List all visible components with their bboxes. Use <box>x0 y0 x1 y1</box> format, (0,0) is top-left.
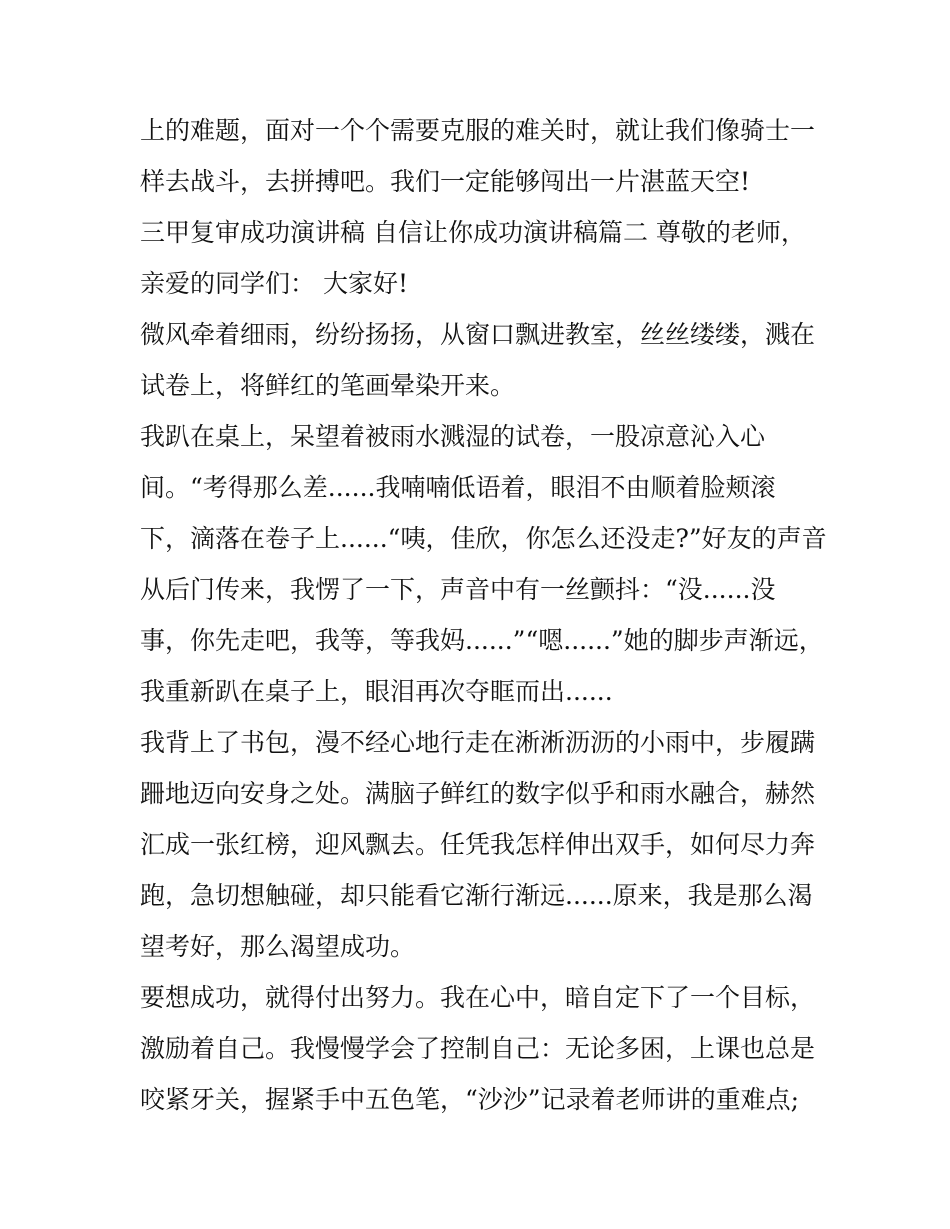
text-line: 跑，急切想触碰，却只能看它渐行渐远......原来，我是那么渴 <box>140 881 813 910</box>
text-line: 微风牵着细雨，纷纷扬扬，从窗口飘进教室，丝丝缕缕，溅在 <box>140 320 816 349</box>
text-line: 我背上了书包，漫不经心地行走在淅淅沥沥的小雨中，步履蹒 <box>140 728 816 757</box>
text-line: 从后门传来，我愣了一下，声音中有一丝颤抖：“没......没 <box>140 575 776 604</box>
text-line: 望考好，那么渴望成功。 <box>140 932 416 961</box>
text-line: 我重新趴在桌子上，眼泪再次夺眶而出...... <box>140 677 613 706</box>
text-line: 激励着自己。我慢慢学会了控制自己：无论多困，上课也总是 <box>140 1034 816 1063</box>
text-line: 我趴在桌上，呆望着被雨水溅湿的试卷，一股凉意沁入心 <box>140 422 766 451</box>
text-line: 跚地迈向安身之处。满脑子鲜红的数字似乎和雨水融合，赫然 <box>140 779 816 808</box>
text-line: 试卷上，将鲜红的笔画晕染开来。 <box>140 371 516 400</box>
text-line: 要想成功，就得付出努力。我在心中，暗自定下了一个目标， <box>140 983 816 1012</box>
text-line: 事，你先走吧，我等，等我妈......”“嗯......”她的脚步声渐远， <box>140 626 824 655</box>
text-line: 三甲复审成功演讲稿 自信让你成功演讲稿篇二 尊敬的老师， <box>140 218 806 247</box>
text-line: 样去战斗，去拼搏吧。我们一定能够闯出一片湛蓝天空! <box>140 167 751 196</box>
text-line: 下，滴落在卷子上......“咦，佳欣，你怎么还没走?”好友的声音 <box>140 524 827 553</box>
text-line: 咬紧牙关，握紧手中五色笔，“沙沙”记录着老师讲的重难点; <box>140 1085 799 1114</box>
text-line: 间。“考得那么差......我喃喃低语着，眼泪不由顺着脸颊滚 <box>140 473 776 502</box>
text-line: 汇成一张红榜，迎风飘去。任凭我怎样伸出双手，如何尽力奔 <box>140 830 816 859</box>
text-line: 亲爱的同学们： 大家好! <box>140 269 408 298</box>
document-body <box>140 105 830 1125</box>
text-line: 上的难题，面对一个个需要克服的难关时，就让我们像骑士一 <box>140 116 816 145</box>
